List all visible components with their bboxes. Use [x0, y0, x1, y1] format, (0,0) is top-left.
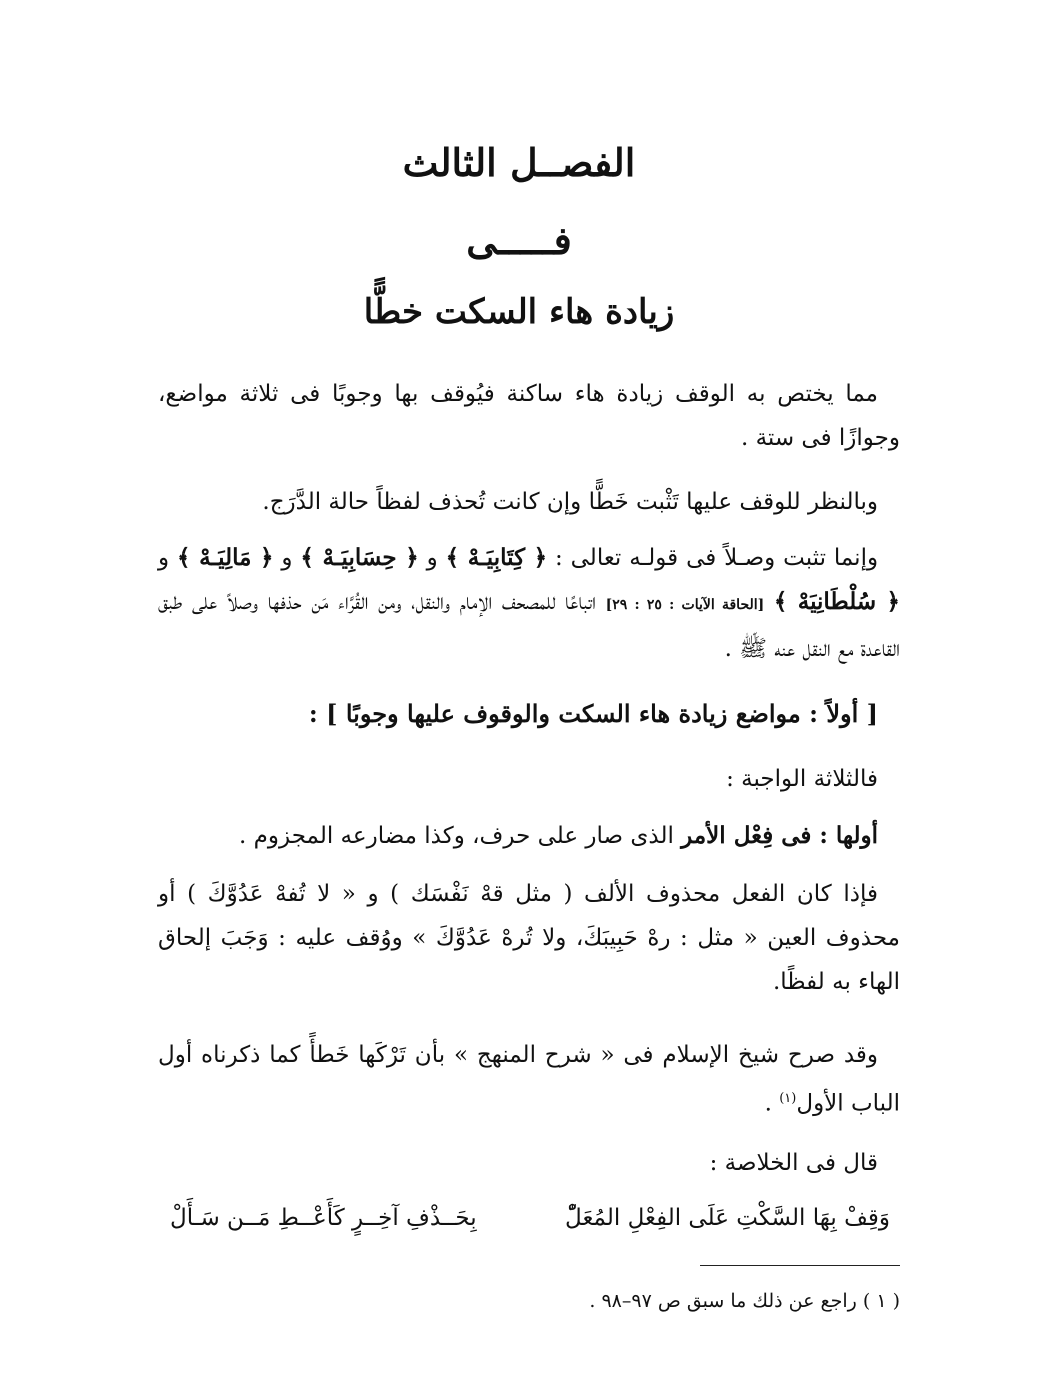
paragraph-writing-rule: وبالنظر للوقف عليها تَثْبت خَطًّا وإن كانت تُحذف لفظاً حالة الدَّرَج. — [262, 489, 878, 515]
verse-reference: [الحاقة الآيات : ٢٥ : ٢٩] — [605, 597, 765, 613]
paragraph-text: الذى صار على حرف، وكذا مضارعه المجزوم . — [239, 823, 674, 849]
case-lead: أولها : فى فِعْل الأمر — [681, 822, 878, 849]
quran-word: ﴿ مَالِيَـهْ ﴾ — [177, 544, 274, 571]
paragraph-first-case — [158, 814, 900, 858]
verse-first-hemistich: وَقِفْ بِهَا السَّكْتِ عَلَى الفِعْلِ المُعَلّْ — [565, 1205, 890, 1231]
quran-word: ﴿ حِسَابِيَـهْ ﴾ — [300, 544, 419, 571]
paragraph-text: وقد صرح شيخ الإسلام فى « شرح المنهج » بأن تَرْكَها خَطأً كما ذكرناه أول الباب الأول — [158, 1042, 900, 1117]
paragraph-end: . — [764, 1090, 772, 1117]
section-heading: [ أولاً : مواضع زيادة هاء السكت والوقوف عليها وجوبًا ] : — [308, 699, 878, 728]
chapter-preposition: فـــــى — [466, 218, 572, 263]
paragraph-text: اتباعًا للمصحف الإمام والنقل، ومن القُرَّاء مَن حذفها وصلاً على طبق القاعدة مع النقل عنه ﷺ . — [158, 589, 900, 662]
quran-word: ﴿ سُلْطَانِيَهْ ﴾ — [773, 588, 901, 615]
footnote-marker: (١) — [779, 1091, 797, 1106]
paragraph-quran-examples — [158, 536, 900, 671]
poetry-verse — [170, 1196, 890, 1240]
paragraph-text: وإنما تثبت وصـلاً فى قولـه تعالى : — [555, 545, 879, 571]
footnote: ( ١ ) راجع عن ذلك ما سبق ص ٩٧–٩٨ . — [589, 1290, 900, 1312]
paragraph-examples: فإذا كان الفعل محذوف الألف ( مثل قهْ نَفْسَك ) و « لا تُفهْ عَدُوَّكَ ) أو محذوف العين « مثل : رهْ حَبِيبَكَ، ولا تُرهْ عَدُوَّكَ » ووُقف عليه : وَجَبَ إلحاق الهاء به لفظًا. — [158, 881, 900, 995]
chapter-title: الفصــل الثالث — [402, 140, 636, 185]
chapter-subtitle: زيادة هاء السكت خطًّا — [363, 292, 675, 332]
verse-second-hemistich: بِحَــذْفِ آخِــرٍ كَأَعْــطِ مَــن سَـأَلْ — [170, 1205, 477, 1231]
paragraph-label: فالثلاثة الواجبة : — [726, 766, 878, 792]
paragraph-quote-intro: قال فى الخلاصة : — [709, 1150, 878, 1176]
conjunction: و — [426, 545, 438, 571]
quran-word: ﴿ كِتَابِيَـهْ ﴾ — [445, 544, 548, 571]
footnote-divider — [700, 1265, 900, 1266]
conjunction: و — [281, 545, 293, 571]
paragraph-citation — [158, 1033, 900, 1126]
conjunction: و — [158, 545, 170, 571]
paragraph-intro: مما يختص به الوقف زيادة هاء ساكنة فيُوقف بها وجوبًا فى ثلاثة مواضع، وجوازًا فى ستة . — [158, 381, 900, 451]
